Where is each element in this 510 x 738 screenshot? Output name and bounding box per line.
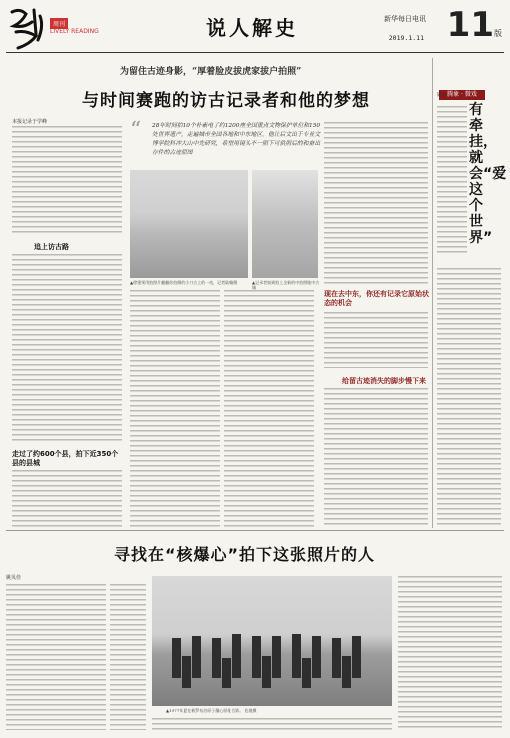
article-column xyxy=(224,290,314,528)
bottom-column xyxy=(110,584,146,730)
bottom-byline: 姚贝佳 xyxy=(6,575,22,581)
article-photo-2 xyxy=(252,170,318,278)
article-column xyxy=(324,312,428,368)
bottom-photo-caption: ▲1977年夏在新罗布泊原子爆心原址合影。 佐地摄 xyxy=(166,708,257,713)
paper-name: 新华每日电讯 xyxy=(384,15,426,23)
sidebar-headline: 有牵挂，就会“爱这个世界” xyxy=(469,102,507,246)
page-label: 版 xyxy=(494,29,502,38)
sidebar-byline: 陆斗 xyxy=(437,93,446,98)
article-intro: 28年时间拍10个朴素电了约1200座全国重点文物保护单位和150处世界遗产，走遍城市全国各地和中东地区。他让后文出于专业文博学院科冲大山中先研究，希望用镜头不一照下可供照后的和奋出存件的古迹原图 xyxy=(152,123,321,156)
sidebar-column-text xyxy=(437,106,467,256)
masthead-rule xyxy=(6,52,504,53)
logo xyxy=(6,4,50,52)
section-title: 说人解史 xyxy=(206,16,298,40)
main-article xyxy=(12,58,432,528)
article-subhead: 为留住古迹身影，“厚着脸皮拔虎家拔户拍照” xyxy=(120,67,302,77)
bottom-headline: 寻找在“核爆心”拍下这张照片的人 xyxy=(114,545,376,564)
bottom-photo xyxy=(152,576,392,706)
sidebar-tag: 腾象 · 微戏 xyxy=(439,90,485,100)
article-column xyxy=(12,470,122,528)
section-heading-4: 给留古迹消失的脚步慢下来 xyxy=(342,377,426,385)
weekly-badge: 周刊 xyxy=(50,18,68,29)
article-byline: 本报记录于学峰 xyxy=(12,119,48,125)
group-photo-figures xyxy=(152,576,392,706)
article-headline: 与时间赛跑的访古记录者和他的梦想 xyxy=(82,91,370,111)
article-column xyxy=(12,254,122,444)
issue-date: 2019.1.11 xyxy=(388,34,424,42)
article-column xyxy=(12,126,122,236)
section-divider xyxy=(6,530,504,531)
bottom-article xyxy=(6,532,504,732)
quote-icon: “ xyxy=(130,118,142,143)
masthead xyxy=(6,4,504,52)
sidebar-column-text xyxy=(437,268,501,526)
article-column xyxy=(324,122,428,286)
section-heading-1: 追上访古路 xyxy=(34,243,69,251)
sidebar-column xyxy=(432,58,507,528)
bottom-column xyxy=(6,584,106,730)
logo-calligraphy-icon xyxy=(6,4,50,52)
bottom-column xyxy=(398,576,502,730)
section-heading-3: 现在去中东，你还有记录它原始状态的机会 xyxy=(324,290,429,307)
photo-caption-2: ▲记录者如到拍上全新的中拍照地中古城 xyxy=(252,280,320,290)
photo-caption-1: ▲徐建领用拍照片翻翻你拍摄的小刀古上的一站，记者陆翰摄 xyxy=(130,280,238,285)
article-column xyxy=(324,388,428,528)
article-photo-1 xyxy=(130,170,248,278)
bottom-column xyxy=(152,718,392,730)
section-heading-2: 走过了约600个县，拍下近350个县的县城 xyxy=(12,450,119,467)
logo-subtitle: LIVELY READING xyxy=(50,28,99,35)
page-number: 11 xyxy=(446,5,494,45)
article-column xyxy=(130,290,220,528)
